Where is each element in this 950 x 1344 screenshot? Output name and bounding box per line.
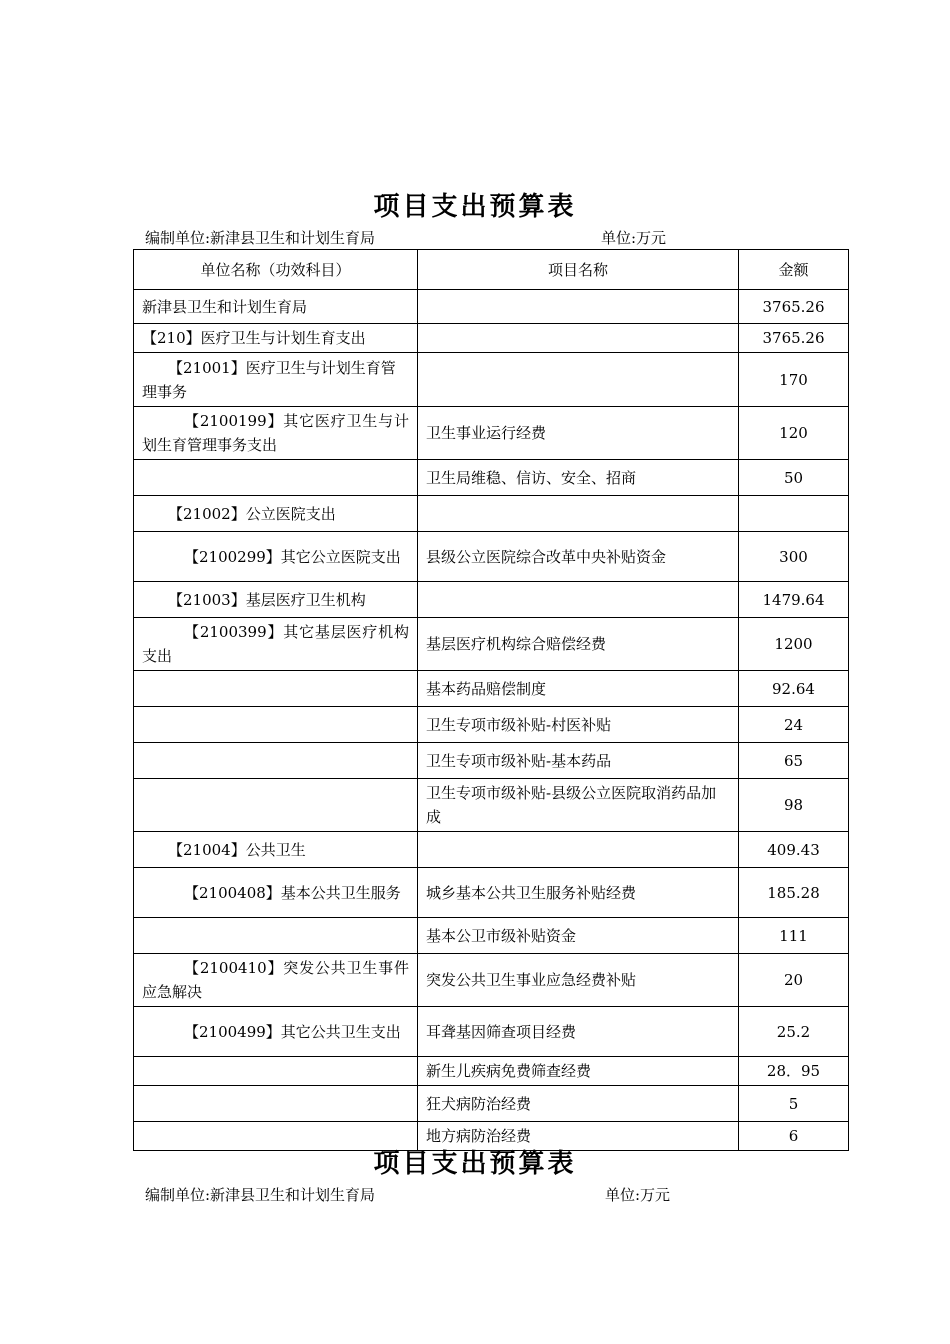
table-row <box>134 618 849 671</box>
project-name-cell: 卫生事业运行经费 <box>418 407 739 460</box>
table-row <box>134 582 849 618</box>
unit-name-cell: 【21004】公共卫生 <box>134 832 418 868</box>
project-name-cell: 新生儿疾病免费筛查经费 <box>418 1057 739 1086</box>
unit-name-cell: 【2100399】其它基层医疗机构支出 <box>134 618 418 671</box>
unit-label: 单位:万元 <box>601 229 667 247</box>
unit-name-cell: 【21003】基层医疗卫生机构 <box>134 582 418 618</box>
amount-cell: 20 <box>739 954 849 1007</box>
table-row <box>134 707 849 743</box>
project-name-cell <box>418 496 739 532</box>
amount-cell: 111 <box>739 918 849 954</box>
table-row <box>134 1007 849 1057</box>
unit-name-cell: 【2100199】其它医疗卫生与计划生育管理事务支出 <box>134 407 418 460</box>
project-name-cell: 地方病防治经费 <box>418 1122 739 1151</box>
unit-name-cell: 【21002】公立医院支出 <box>134 496 418 532</box>
budget-table <box>133 249 849 1151</box>
amount-cell: 28．95 <box>739 1057 849 1086</box>
amount-cell: 65 <box>739 743 849 779</box>
project-name-cell: 卫生局维稳、信访、安全、招商 <box>418 460 739 496</box>
table-row <box>134 832 849 868</box>
header-amount: 金额 <box>739 250 849 290</box>
project-name-cell <box>418 324 739 353</box>
page-title: 项目支出预算表 <box>373 192 577 222</box>
table-row <box>134 290 849 324</box>
table-row <box>134 918 849 954</box>
table-row <box>134 1086 849 1122</box>
amount-cell: 1479.64 <box>739 582 849 618</box>
unit-name-cell <box>134 1057 418 1086</box>
amount-cell: 50 <box>739 460 849 496</box>
amount-cell: 1200 <box>739 618 849 671</box>
table-row <box>134 407 849 460</box>
project-name-cell: 基本公卫市级补贴资金 <box>418 918 739 954</box>
amount-cell <box>739 496 849 532</box>
table-row <box>134 954 849 1007</box>
unit-name-cell <box>134 707 418 743</box>
unit-name-cell: 【21001】医疗卫生与计划生育管理事务 <box>134 353 418 407</box>
unit-name-cell: 新津县卫生和计划生育局 <box>134 290 418 324</box>
table-row <box>134 496 849 532</box>
unit-name-cell: 【2100410】突发公共卫生事件应急解决 <box>134 954 418 1007</box>
table-row <box>134 779 849 832</box>
unit-name-cell <box>134 743 418 779</box>
table-row <box>134 868 849 918</box>
second-org-label: 编制单位:新津县卫生和计划生育局 <box>145 1186 376 1204</box>
table-header-row <box>134 250 849 290</box>
amount-cell: 5 <box>739 1086 849 1122</box>
unit-name-cell <box>134 460 418 496</box>
project-name-cell: 基层医疗机构综合赔偿经费 <box>418 618 739 671</box>
project-name-cell <box>418 290 739 324</box>
project-name-cell <box>418 582 739 618</box>
unit-name-cell <box>134 779 418 832</box>
unit-name-cell <box>134 918 418 954</box>
table-row <box>134 353 849 407</box>
table-row <box>134 532 849 582</box>
header-unit: 单位名称（功效科目） <box>134 250 418 290</box>
unit-name-cell: 【2100408】基本公共卫生服务 <box>134 868 418 918</box>
project-name-cell <box>418 353 739 407</box>
amount-cell: 170 <box>739 353 849 407</box>
project-name-cell: 县级公立医院综合改革中央补贴资金 <box>418 532 739 582</box>
amount-cell: 185.28 <box>739 868 849 918</box>
amount-cell: 24 <box>739 707 849 743</box>
amount-cell: 3765.26 <box>739 290 849 324</box>
second-page-title: 项目支出预算表 <box>373 1149 577 1179</box>
amount-cell: 409.43 <box>739 832 849 868</box>
amount-cell: 6 <box>739 1122 849 1151</box>
unit-name-cell <box>134 1086 418 1122</box>
project-name-cell: 卫生专项市级补贴-基本药品 <box>418 743 739 779</box>
project-name-cell: 狂犬病防治经费 <box>418 1086 739 1122</box>
unit-name-cell: 【2100299】其它公立医院支出 <box>134 532 418 582</box>
table-row <box>134 1057 849 1086</box>
table-row <box>134 743 849 779</box>
unit-name-cell: 【2100499】其它公共卫生支出 <box>134 1007 418 1057</box>
table-row <box>134 324 849 353</box>
second-unit-label: 单位:万元 <box>605 1186 671 1204</box>
project-name-cell: 卫生专项市级补贴-县级公立医院取消药品加成 <box>418 779 739 832</box>
project-name-cell: 突发公共卫生事业应急经费补贴 <box>418 954 739 1007</box>
unit-name-cell <box>134 671 418 707</box>
amount-cell: 98 <box>739 779 849 832</box>
table-row <box>134 671 849 707</box>
unit-name-cell: 【210】医疗卫生与计划生育支出 <box>134 324 418 353</box>
amount-cell: 92.64 <box>739 671 849 707</box>
header-project: 项目名称 <box>418 250 739 290</box>
project-name-cell <box>418 832 739 868</box>
table-row <box>134 460 849 496</box>
amount-cell: 25.2 <box>739 1007 849 1057</box>
project-name-cell: 卫生专项市级补贴-村医补贴 <box>418 707 739 743</box>
amount-cell: 3765.26 <box>739 324 849 353</box>
amount-cell: 300 <box>739 532 849 582</box>
amount-cell: 120 <box>739 407 849 460</box>
org-label: 编制单位:新津县卫生和计划生育局 <box>145 229 376 247</box>
project-name-cell: 耳聋基因筛查项目经费 <box>418 1007 739 1057</box>
project-name-cell: 基本药品赔偿制度 <box>418 671 739 707</box>
project-name-cell: 城乡基本公共卫生服务补贴经费 <box>418 868 739 918</box>
